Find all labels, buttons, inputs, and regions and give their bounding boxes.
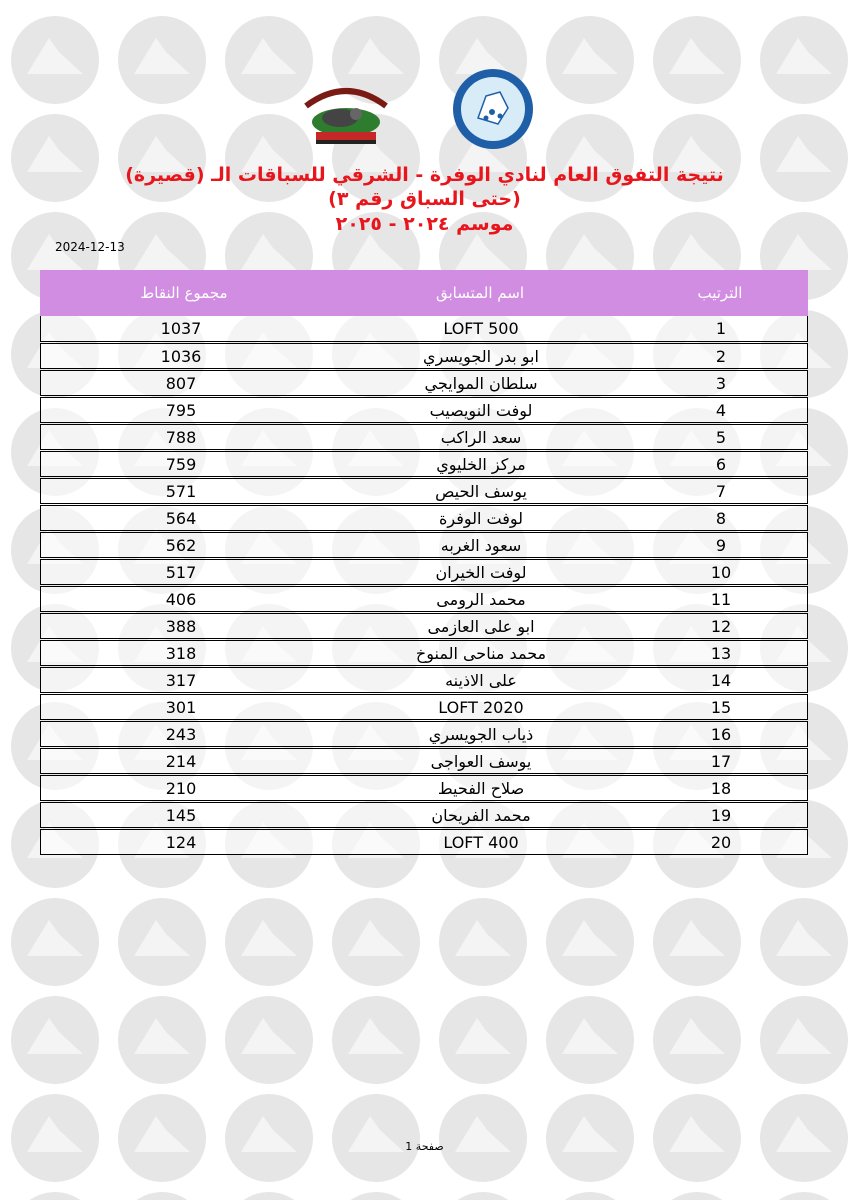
watermark-emblem: [653, 898, 741, 986]
points-cell: 210: [165, 779, 197, 798]
rank-cell: 13: [710, 644, 732, 663]
competitor-name-cell: ابو على العازمى: [427, 617, 535, 636]
table-row: [40, 829, 808, 855]
watermark-emblem: [118, 1192, 206, 1200]
rank-cell: 20: [710, 833, 732, 852]
watermark-emblem: [760, 1094, 848, 1182]
rank-cell: 17: [710, 752, 732, 771]
points-cell: 564: [165, 509, 197, 528]
competitor-name-cell: محمد الفريحان: [431, 806, 531, 825]
rank-cell: 9: [715, 536, 727, 555]
report-title: نتيجة التفوق العام لنادي الوفرة - الشرقي للسباقات الـ (قصيرة): [125, 164, 724, 186]
rank-cell: 4: [715, 401, 727, 420]
points-cell: 1036: [160, 347, 202, 366]
watermark-emblem: [11, 898, 99, 986]
rank-cell: 1: [715, 319, 727, 338]
rank-cell: 3: [715, 374, 727, 393]
rank-cell: 19: [710, 806, 732, 825]
rank-cell: 14: [710, 671, 732, 690]
watermark-emblem: [439, 1192, 527, 1200]
table-row: [40, 343, 808, 369]
points-cell: 517: [165, 563, 197, 582]
watermark-emblem: [332, 898, 420, 986]
points-cell: 388: [165, 617, 197, 636]
competitor-name-cell: محمد الرومى: [436, 590, 526, 609]
points-cell: 795: [165, 401, 197, 420]
watermark-emblem: [546, 16, 634, 104]
watermark-emblem: [546, 1094, 634, 1182]
federation-seal-logo: [452, 68, 534, 150]
header-points: مجموع النقاط: [140, 284, 228, 302]
watermark-emblem: [760, 898, 848, 986]
competitor-name-cell: LOFT 400: [443, 833, 519, 852]
watermark-emblem: [225, 1094, 313, 1182]
watermark-emblem: [439, 1094, 527, 1182]
table-row: [40, 613, 808, 639]
club-logo: [296, 76, 396, 148]
rank-cell: 8: [715, 509, 727, 528]
table-row: [40, 424, 808, 450]
watermark-emblem: [225, 996, 313, 1084]
rank-cell: 12: [710, 617, 732, 636]
points-cell: 759: [165, 455, 197, 474]
report-date: 2024-12-13: [55, 240, 125, 254]
watermark-emblem: [546, 898, 634, 986]
table-body: [40, 316, 808, 855]
points-cell: 562: [165, 536, 197, 555]
rank-cell: 15: [710, 698, 732, 717]
table-row: [40, 478, 808, 504]
table-row: [40, 748, 808, 774]
points-cell: 243: [165, 725, 197, 744]
watermark-emblem: [225, 1192, 313, 1200]
points-cell: 145: [165, 806, 197, 825]
watermark-emblem: [11, 1192, 99, 1200]
watermark-emblem: [653, 1094, 741, 1182]
watermark-emblem: [11, 1094, 99, 1182]
page-number: صفحة 1: [405, 1140, 444, 1153]
points-cell: 1037: [160, 319, 202, 338]
points-cell: 571: [165, 482, 197, 501]
watermark-emblem: [760, 1192, 848, 1200]
watermark-emblem: [332, 1192, 420, 1200]
rank-cell: 10: [710, 563, 732, 582]
table-row: [40, 532, 808, 558]
points-cell: 317: [165, 671, 197, 690]
points-cell: 214: [165, 752, 197, 771]
rank-cell: 11: [710, 590, 732, 609]
watermark-emblem: [439, 898, 527, 986]
points-cell: 318: [165, 644, 197, 663]
watermark-emblem: [225, 898, 313, 986]
competitor-name-cell: لوفت الوفرة: [438, 509, 524, 528]
table-row: [40, 397, 808, 423]
table-row: [40, 505, 808, 531]
header-rank: الترتيب: [697, 284, 743, 302]
watermark-emblem: [546, 1192, 634, 1200]
watermark-emblem: [546, 996, 634, 1084]
watermark-emblem: [118, 1094, 206, 1182]
rank-cell: 7: [715, 482, 727, 501]
table-row: [40, 694, 808, 720]
season-label: موسم ٢٠٢٤ - ٢٠٢٥: [335, 213, 514, 235]
competitor-name-cell: ذياب الجويسري: [428, 725, 534, 744]
watermark-emblem: [332, 996, 420, 1084]
watermark-emblem: [11, 16, 99, 104]
table-row: [40, 370, 808, 396]
rank-cell: 16: [710, 725, 732, 744]
table-row: [40, 316, 808, 342]
table-row: [40, 586, 808, 612]
results-table: [40, 270, 808, 855]
header-name: اسم المتسابق: [435, 284, 525, 302]
points-cell: 406: [165, 590, 197, 609]
rank-cell: 6: [715, 455, 727, 474]
report-subtitle: (حتى السباق رقم ٣): [328, 188, 521, 210]
table-row: [40, 559, 808, 585]
watermark-emblem: [118, 996, 206, 1084]
competitor-name-cell: سعد الراكب: [440, 428, 522, 447]
watermark-emblem: [760, 16, 848, 104]
watermark-emblem: [118, 898, 206, 986]
rank-cell: 5: [715, 428, 727, 447]
table-row: [40, 775, 808, 801]
points-cell: 807: [165, 374, 197, 393]
competitor-name-cell: LOFT 2020: [438, 698, 524, 717]
watermark-emblem: [653, 996, 741, 1084]
competitor-name-cell: يوسف العواجى: [430, 752, 532, 771]
competitor-name-cell: سعود الغربه: [440, 536, 522, 555]
watermark-emblem: [11, 996, 99, 1084]
watermark-emblem: [118, 16, 206, 104]
competitor-name-cell: ابو بدر الجويسري: [423, 347, 539, 366]
competitor-name-cell: سلطان الموايجي: [424, 374, 538, 393]
competitor-name-cell: لوفت الخيران: [435, 563, 527, 582]
rank-cell: 18: [710, 779, 732, 798]
watermark-emblem: [332, 1094, 420, 1182]
watermark-emblem: [653, 1192, 741, 1200]
watermark-emblem: [653, 16, 741, 104]
watermark-emblem: [760, 996, 848, 1084]
competitor-name-cell: على الاذينه: [445, 671, 517, 690]
points-cell: 124: [165, 833, 197, 852]
competitor-name-cell: محمد مناحى المنوخ: [415, 644, 547, 663]
competitor-name-cell: يوسف الحيص: [435, 482, 527, 501]
points-cell: 788: [165, 428, 197, 447]
competitor-name-cell: LOFT 500: [443, 319, 519, 338]
table-row: [40, 640, 808, 666]
competitor-name-cell: مركز الخليوي: [436, 455, 526, 474]
table-row: [40, 667, 808, 693]
competitor-name-cell: صلاح الفحيط: [437, 779, 525, 798]
rank-cell: 2: [715, 347, 727, 366]
table-header: [40, 270, 808, 316]
watermark-emblem: [439, 996, 527, 1084]
table-row: [40, 802, 808, 828]
table-row: [40, 721, 808, 747]
competitor-name-cell: لوفت النويصيب: [429, 401, 533, 420]
points-cell: 301: [165, 698, 197, 717]
table-row: [40, 451, 808, 477]
